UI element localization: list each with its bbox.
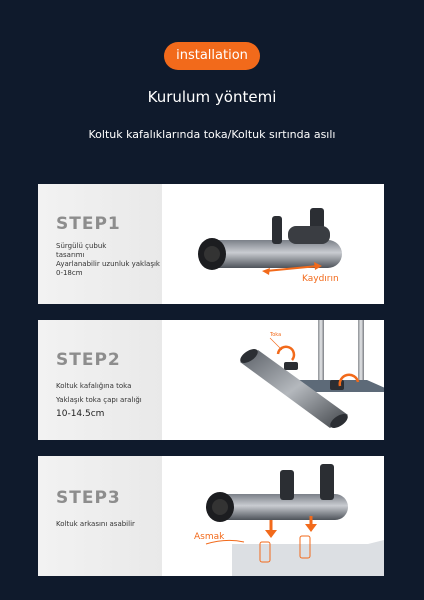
page-title: Kurulum yöntemi (147, 88, 277, 106)
step2-mini-label: Toka (270, 332, 282, 338)
step2-illustration (162, 320, 384, 440)
step3-text-panel (38, 456, 162, 576)
installation-badge: installation (164, 42, 260, 70)
step3-label: STEP3 (56, 488, 121, 508)
step2-bar-image (162, 320, 384, 440)
step3-desc-line1: Koltuk arkasını asabilir (56, 520, 135, 528)
step3-card (38, 456, 384, 576)
page-subtitle: Koltuk kafalıklarında toka/Koltuk sırtında asılı (88, 128, 336, 141)
step1-illustration (162, 184, 384, 304)
step1-text-panel (38, 184, 162, 304)
step1-desc-line1: Sürgülü çubuk (56, 242, 107, 250)
step2-label: STEP2 (56, 350, 121, 370)
step2-text-panel (38, 320, 162, 440)
step1-arrow-label: Kaydırın (302, 274, 339, 284)
step3-illustration (162, 456, 384, 576)
step1-desc-line2: tasarımı (56, 251, 85, 259)
step3-arrow-label: Asmak (194, 532, 225, 542)
step1-card (38, 184, 384, 304)
step1-desc-line4: 0-18cm (56, 269, 83, 277)
step2-value: 10-14.5cm (56, 409, 105, 419)
step1-bar-image (162, 184, 384, 304)
step3-bar-image (162, 456, 384, 576)
step2-desc-line2: Yaklaşık toka çapı aralığı (56, 396, 142, 404)
step2-card (38, 320, 384, 440)
step1-desc-line3: Ayarlanabilir uzunluk yaklaşık (56, 260, 160, 268)
step2-desc-line1: Koltuk kafalığına toka (56, 382, 132, 390)
step1-label: STEP1 (56, 214, 121, 234)
